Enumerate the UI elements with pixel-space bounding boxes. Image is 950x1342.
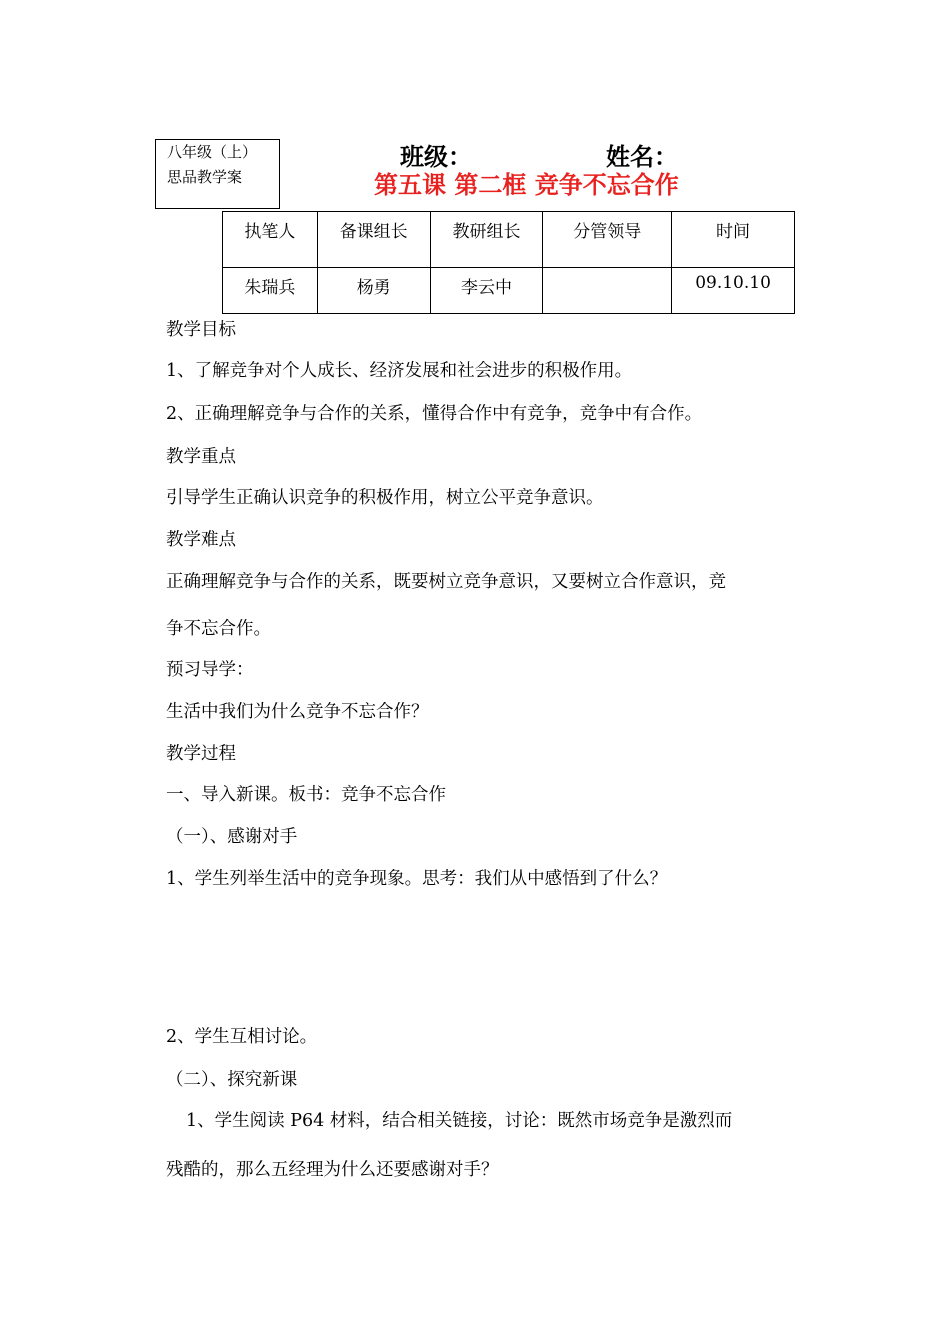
difficulty-text-line2: 争不忘合作。 [166, 619, 271, 639]
preview-heading: 预习导学： [166, 660, 254, 680]
process-heading: 教学过程 [166, 744, 236, 764]
value-date: 09.10.10 [672, 268, 795, 314]
value-supervisor [543, 268, 672, 314]
header-date: 时间 [672, 212, 795, 268]
subject-line: 思品教学案 [167, 168, 243, 186]
table-header-row [223, 212, 795, 268]
table-value-row [223, 268, 795, 314]
difficulty-text-line1: 正确理解竞争与合作的关系，既要树立竞争意识，又要树立合作意识，竞 [166, 572, 726, 592]
preparation-info-table [222, 211, 795, 314]
objective-1: 1、了解竞争对个人成长、经济发展和社会进步的积极作用。 [166, 361, 633, 381]
explore-text-line2: 残酷的，那么五经理为什么还要感谢对手？ [166, 1160, 499, 1180]
step-2-text: 2、学生互相讨论。 [166, 1027, 318, 1047]
difficulty-heading: 教学难点 [166, 530, 236, 550]
class-label: 班级： [400, 142, 472, 171]
key-point-heading: 教学重点 [166, 447, 236, 467]
section-one-heading: （一）、感谢对手 [166, 827, 298, 847]
value-group-leader: 杨勇 [317, 268, 430, 314]
name-label: 姓名： [606, 142, 678, 171]
step-1-text: 1、学生列举生活中的竞争现象。思考：我们从中感悟到了什么？ [166, 869, 668, 889]
preview-question: 生活中我们为什么竞争不忘合作？ [166, 702, 429, 722]
lesson-title: 第五课 第二框 竞争不忘合作 [374, 170, 679, 199]
header-group-leader: 备课组长 [317, 212, 430, 268]
grade-line: 八年级（上） [167, 143, 258, 161]
header-research-leader: 教研组长 [430, 212, 543, 268]
section-two-heading: （二）、探究新课 [166, 1070, 298, 1090]
intro-text: 一、导入新课。板书：竞争不忘合作 [166, 785, 446, 805]
value-research-leader: 李云中 [430, 268, 543, 314]
explore-text-line1: 1、学生阅读 P64 材料，结合相关链接，讨论：既然市场竞争是激烈而 [186, 1111, 733, 1131]
objectives-heading: 教学目标 [166, 320, 236, 340]
objective-2: 2、正确理解竞争与合作的关系，懂得合作中有竞争，竞争中有合作。 [166, 404, 703, 424]
header-author: 执笔人 [223, 212, 318, 268]
value-author: 朱瑞兵 [223, 268, 318, 314]
key-point-text: 引导学生正确认识竞争的积极作用，树立公平竞争意识。 [166, 488, 604, 508]
header-supervisor: 分管领导 [543, 212, 672, 268]
